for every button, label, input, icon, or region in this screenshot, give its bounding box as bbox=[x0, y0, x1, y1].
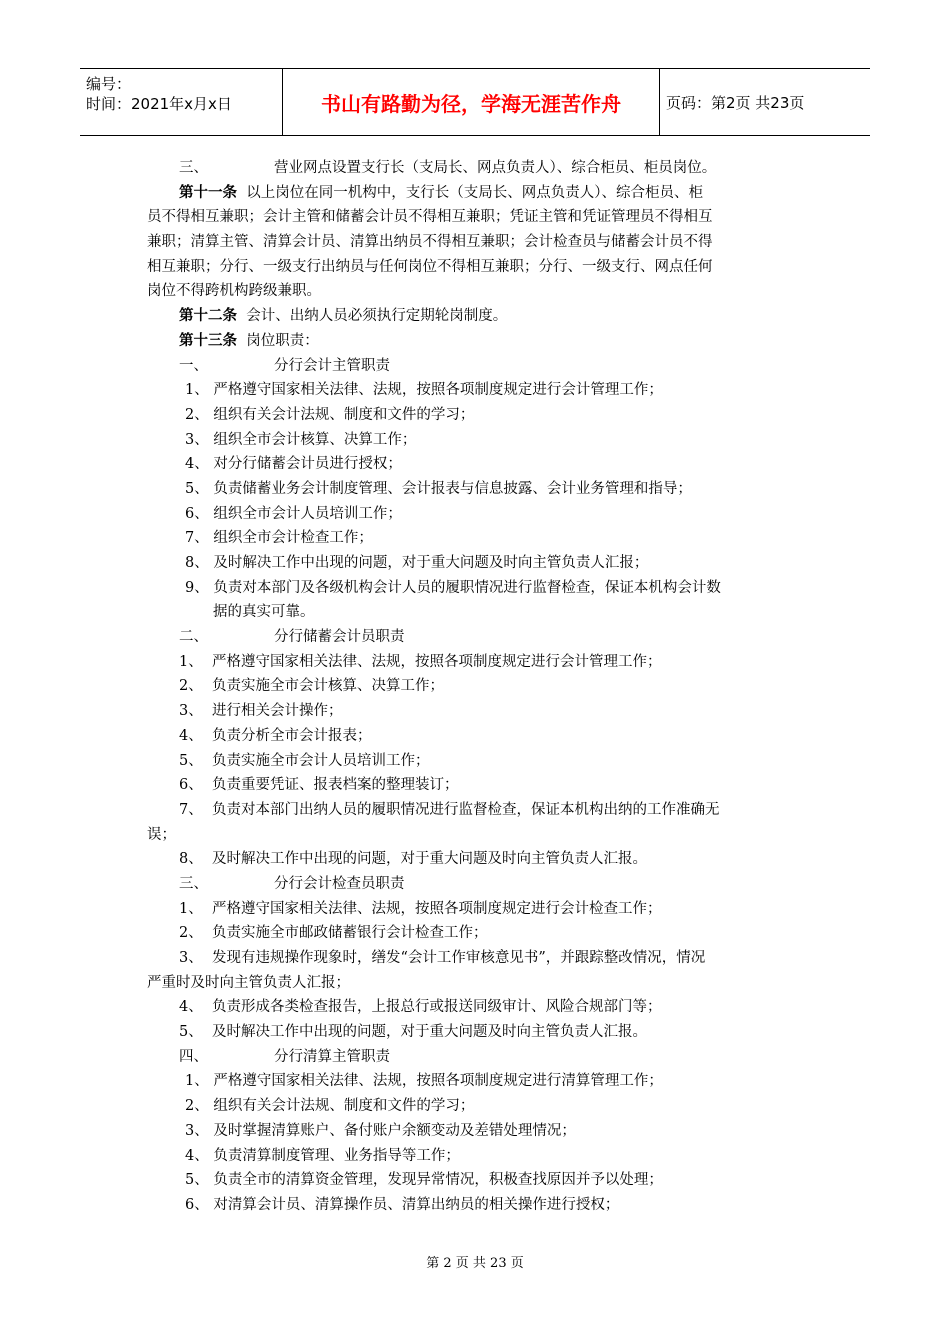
doc-code-label: 编号： bbox=[86, 75, 132, 93]
article-number: 第十三条 bbox=[179, 331, 237, 349]
section-index: 四、 bbox=[179, 1048, 208, 1065]
list-item: 4、 对分行储蓄会计员进行授权； bbox=[185, 456, 402, 473]
section-heading bbox=[147, 625, 805, 650]
article-line bbox=[147, 181, 805, 206]
section-title: 营业网点设置支行长（支局长、网点负责人）、综合柜员、柜员岗位。 bbox=[274, 160, 717, 176]
page-footer: 第 2 页 共 23 页 bbox=[426, 1256, 524, 1271]
section-title: 分行清算主管职责 bbox=[274, 1048, 390, 1065]
list-item: 7、 组织全市会计检查工作； bbox=[185, 530, 373, 547]
section-heading bbox=[147, 354, 805, 379]
paragraph-continuation: 岗位不得跨机构跨级兼职。 bbox=[147, 283, 321, 300]
paragraph-continuation: 兼职；清算主管、清算会计员、清算出纳员不得相互兼职；会计检查员与储蓄会计员不得 bbox=[147, 234, 713, 251]
list-item: 8、 及时解决工作中出现的问题，对于重大问题及时向主管负责人汇报。 bbox=[179, 851, 647, 868]
section-index: 三、 bbox=[179, 875, 208, 892]
section-heading bbox=[147, 1045, 805, 1070]
article-line bbox=[147, 304, 805, 329]
list-item: 1、 严格遵守国家相关法律、法规，按照各项制度规定进行会计管理工作； bbox=[179, 653, 662, 670]
list-item: 2、 负责实施全市邮政储蓄银行会计检查工作； bbox=[179, 925, 488, 942]
list-item: 5、 及时解决工作中出现的问题，对于重大问题及时向主管负责人汇报。 bbox=[179, 1024, 647, 1041]
section-index: 二、 bbox=[179, 629, 208, 646]
list-item: 7、 负责对本部门出纳人员的履职情况进行监督检查，保证本机构出纳的工作准确无 bbox=[179, 801, 720, 818]
section-heading bbox=[147, 156, 805, 181]
list-item: 9、 负责对本部门及各级机构会计人员的履职情况进行监督检查，保证本机构会计数 bbox=[185, 579, 721, 596]
list-item: 3、 发现有违规操作现象时，缮发“会计工作审核意见书”，并跟踪整改情况，情况 bbox=[179, 950, 706, 966]
section-index: 三、 bbox=[179, 160, 208, 176]
list-item: 5、 负责全市的清算资金管理，发现异常情况，积极查找原因并予以处理； bbox=[185, 1172, 663, 1189]
list-item: 6、 负责重要凭证、报表档案的整理装订； bbox=[179, 777, 459, 794]
list-item: 3、 组织全市会计核算、决算工作； bbox=[185, 431, 417, 448]
article-number: 第十二条 bbox=[179, 307, 237, 325]
list-item: 1、 严格遵守国家相关法律、法规，按照各项制度规定进行会计检查工作； bbox=[179, 900, 662, 917]
list-item: 2、 组织有关会计法规、制度和文件的学习； bbox=[185, 1098, 475, 1115]
section-title: 分行会计主管职责 bbox=[274, 357, 390, 374]
header-meta-cell bbox=[80, 69, 282, 135]
article-line bbox=[147, 329, 805, 354]
list-item: 1、 严格遵守国家相关法律、法规，按照各项制度规定进行清算管理工作； bbox=[185, 1073, 663, 1090]
paragraph-continuation: 相互兼职；分行、一级支行出纳员与任何岗位不得相互兼职；分行、一级支行、网点任何 bbox=[147, 258, 713, 275]
list-item: 8、 及时解决工作中出现的问题，对于重大问题及时向主管负责人汇报； bbox=[185, 555, 649, 571]
list-item: 4、 负责分析全市会计报表； bbox=[179, 727, 372, 744]
list-item: 5、 负责实施全市会计人员培训工作； bbox=[179, 752, 430, 769]
header-table bbox=[80, 68, 870, 136]
list-item: 2、 组织有关会计法规、制度和文件的学习； bbox=[185, 406, 475, 423]
section-index: 一、 bbox=[179, 357, 208, 374]
section-title: 分行会计检查员职责 bbox=[274, 875, 405, 892]
article-text: 以上岗位在同一机构中，支行长（支局长、网点负责人）、综合柜员、柜 bbox=[237, 184, 703, 201]
section-title: 分行储蓄会计员职责 bbox=[274, 629, 405, 646]
paragraph-continuation: 误； bbox=[147, 826, 176, 843]
doc-date-label: 时间：2021年x月x日 bbox=[86, 95, 232, 113]
article-text: 岗位职责： bbox=[237, 332, 319, 349]
list-item: 4、 负责形成各类检查报告，上报总行或报送同级审计、风险合规部门等； bbox=[179, 999, 662, 1016]
list-item: 6、 组织全市会计人员培训工作； bbox=[185, 505, 402, 522]
article-text: 会计、出纳人员必须执行定期轮岗制度。 bbox=[237, 308, 508, 325]
list-item: 2、 负责实施全市会计核算、决算工作； bbox=[179, 678, 444, 695]
list-item: 5、 负责储蓄业务会计制度管理、会计报表与信息披露、会计业务管理和指导； bbox=[185, 480, 692, 497]
list-item: 3、 及时掌握清算账户、备付账户余额变动及差错处理情况； bbox=[185, 1122, 576, 1139]
list-item: 3、 进行相关会计操作； bbox=[179, 703, 343, 720]
list-item-continuation: 据的真实可靠。 bbox=[213, 604, 315, 621]
header-page-label: 页码：第2页 共23页 bbox=[666, 93, 805, 112]
article-number: 第十一条 bbox=[179, 183, 237, 201]
document-body bbox=[147, 156, 805, 1218]
list-item: 4、 负责清算制度管理、业务指导等工作； bbox=[185, 1147, 460, 1164]
section-heading bbox=[147, 872, 805, 897]
list-item: 6、 对清算会计员、清算操作员、清算出纳员的相关操作进行授权； bbox=[185, 1196, 620, 1213]
paragraph-continuation: 员不得相互兼职；会计主管和储蓄会计员不得相互兼职；凭证主管和凭证管理员不得相互 bbox=[147, 209, 713, 226]
header-motto: 书山有路勤为径，学海无涯苦作舟 bbox=[282, 69, 660, 135]
list-item: 1、 严格遵守国家相关法律、法规，按照各项制度规定进行会计管理工作； bbox=[185, 382, 663, 399]
paragraph-continuation: 严重时及时向主管负责人汇报； bbox=[147, 974, 350, 991]
